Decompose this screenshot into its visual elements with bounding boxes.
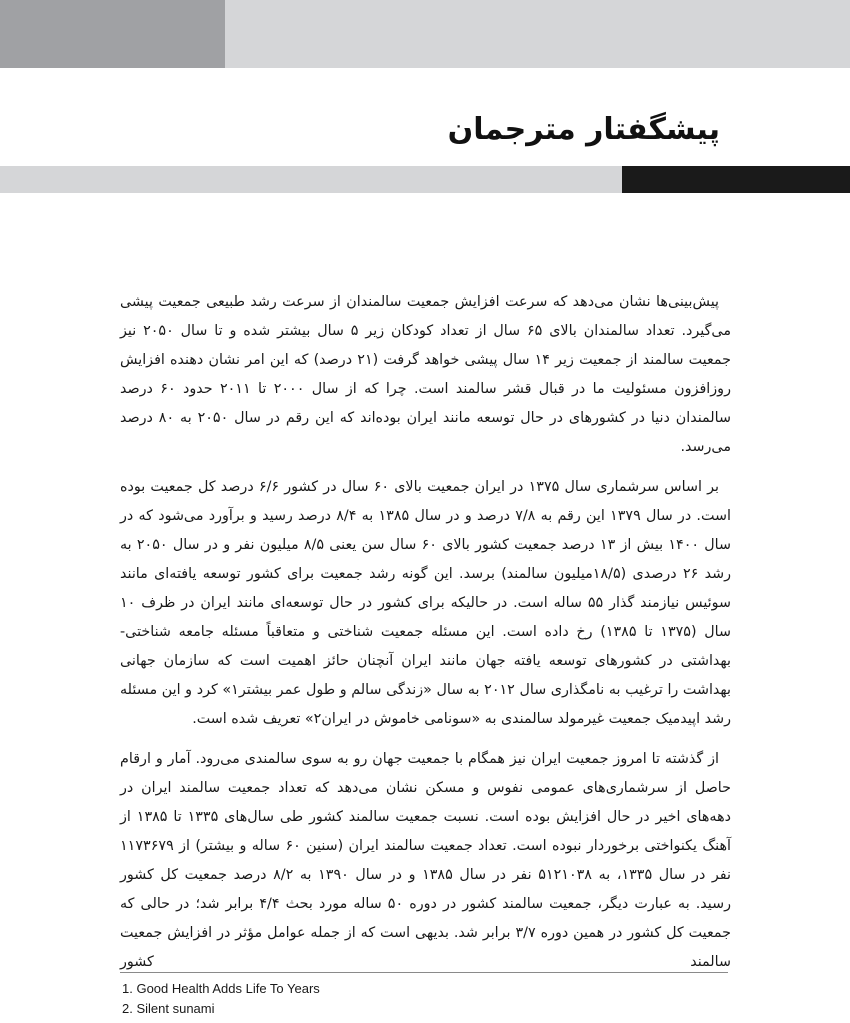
paragraph: بر اساس سرشماری سال ۱۳۷۵ در ایران جمعیت بالای ۶۰ سال در کشور ۶/۶ درصد کل جمعیت بوده است. در سال ۱۳۷۹ این رقم به ۷/۸ درصد و در سال ۱۳۸۵ به ۸/۴ درصد رسید و برآورد می‌شود که در سال ۱۴۰۰ بیش از ۱۳ درصد جمعیت کشور بالای ۶۰ سال سن یعنی ۸/۵ میلیون نفر و در سال ۲۰۵۰ به رشد ۲۶ درصدی (۱۸/۵میلیون سالمند) برسد. این گونه رشد جمعیت برای کشور توسعه یافته‌ای مانند سوئیس نیازمند گذار ۵۵ ساله است. در حالیکه برای کشور در حال توسعه‌ای مانند ایران در ظرف ۱۰ سال (۱۳۷۵ تا ۱۳۸۵) رخ داده است. این مسئله جمعیت شناختی و متعاقباً مسئله جامعه شناختی- بهداشتی در کشورهای توسعه یافته جهان مانند ایران آنچنان حائز اهمیت است که سازمان جهانی بهداشت را ترغیب به نامگذاری سال ۲۰۱۲ به سال «زندگی سالم و طول عمر بیشتر۱» کرد و این مسئله رشد اپیدمیک جمعیت غیرمولد سالمندی به «سونامی خاموش در ایران۲» تعریف شده است. [120, 479, 732, 727]
body-text [120, 288, 731, 988]
footnotes [122, 979, 320, 1019]
chapter-title: پیشگفتار مترجمان [447, 112, 720, 147]
title-rule-accent [622, 166, 850, 193]
header-band-accent [0, 0, 225, 68]
paragraph: پیش‌بینی‌ها نشان می‌دهد که سرعت افزایش جمعیت سالمندان از سرعت رشد طبیعی جمعیت پیشی می‌گیرد. تعداد سالمندان بالای ۶۵ سال از تعداد کودکان زیر ۵ سال بیشتر شده و تا سال ۲۰۵۰ نیز جمعیت سالمند از جمعیت زیر ۱۴ سال پیشی خواهد گرفت (۲۱ درصد) که این امر نشان دهنده افزایش روزافزون مسئولیت ما در قبال قشر سالمند است. چرا که از سال ۲۰۰۰ تا ۲۰۱۱ حدود ۶۰ درصد سالمندان دنیا در کشورهای در حال توسعه مانند ایران بوده‌اند که این رقم در سال ۲۰۵۰ به ۸۰ درصد می‌رسد. [120, 294, 732, 455]
footnote-item: 2. Silent sunami [122, 1001, 215, 1016]
footnote-item: 1. Good Health Adds Life To Years [122, 981, 320, 996]
footnote-rule [120, 972, 728, 973]
paragraph: از گذشته تا امروز جمعیت ایران نیز همگام با جمعیت جهان رو به سوی سالمندی می‌رود. آمار و ارقام حاصل از سرشماری‌های عمومی نفوس و مسکن نشان می‌دهد که تعداد جمعیت سالمند ایران در دهه‌های اخیر در حال افزایش بوده است. نسبت جمعیت سالمند کشور طی سال‌های ۱۳۳۵ تا ۱۳۸۵ از آهنگ یکنواختی برخوردار نبوده است. تعداد جمعیت سالمند ایران (سنین ۶۰ ساله و بیشتر) از ۱۱۷۳۶۷۹ نفر در سال ۱۳۳۵، به ۵۱۲۱۰۳۸ نفر در سال ۱۳۸۵ و در سال ۱۳۹۰ به ۸/۲ درصد جمعیت کل کشور رسید. به عبارت دیگر، جمعیت سالمند کشور در دوره ۵۰ ساله مورد بحث ۴/۴ برابر شد؛ در حالی که جمعیت کل کشور در همین دوره ۳/۷ برابر شد. بدیهی است که از جمله عوامل مؤثر در افزایش جمعیت سالمند کشور [120, 751, 732, 970]
